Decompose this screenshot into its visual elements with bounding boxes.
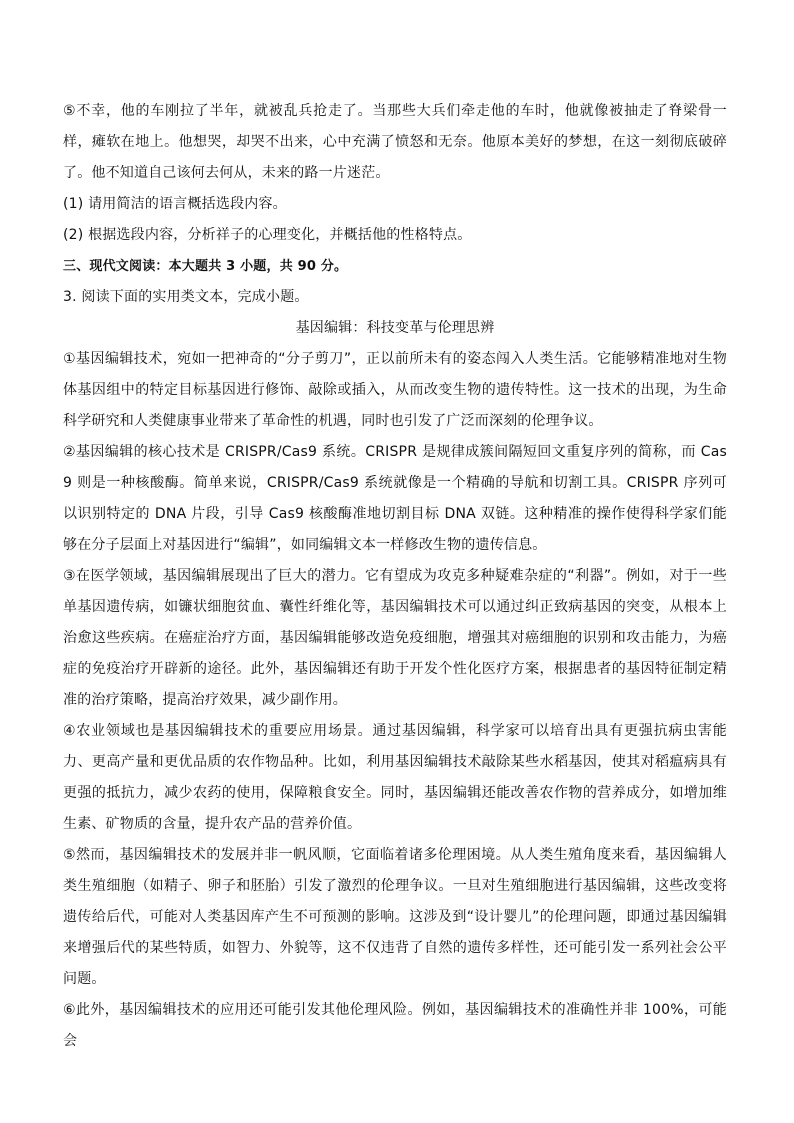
question-2: (2) 根据选段内容，分析祥子的心理变化，并概括他的性格特点。 — [63, 227, 472, 243]
section-heading: 三、现代文阅读：本大题共 3 小题，共 90 分。 — [63, 259, 348, 274]
reading-instruction: 3. 阅读下面的实用类文本，完成小题。 — [63, 289, 309, 305]
article-paragraph-5: ⑤然而，基因编辑技术的发展并非一帆风顺，它面临着诸多伦理困境。从人类生殖角度来看，基因编辑人类生殖细胞（如精子、卵子和胚胎）引发了激烈的伦理争议。一旦对生殖细胞进行基因编辑，这些改变将遗传给后代，可能对人类基因库产生不可预测的影响。这涉及到“设计婴儿”的伦理问题，即通过基因编辑来增强后代的某些特质，如智力、外貌等，这不仅违背了自然的遗传多样性，还可能引发一系列社会公平问题。 — [63, 847, 727, 987]
article-paragraph-3: ③在医学领域，基因编辑展现出了巨大的潜力。它有望成为攻克多种疑难杂症的“利器”。例如，对于一些单基因遗传病，如镰状细胞贫血、囊性纤维化等，基因编辑技术可以通过纠正致病基因的突变，从根本上治愈这些疾病。在癌症治疗方面，基因编辑能够改造免疫细胞，增强其对癌细胞的识别和攻击能力，为癌症的免疫治疗开辟新的途径。此外，基因编辑还有助于开发个性化医疗方案，根据患者的基因特征制定精准的治疗策略，提高治疗效果，减少副作用。 — [63, 568, 727, 708]
article-paragraph-4: ④农业领域也是基因编辑技术的重要应用场景。通过基因编辑，科学家可以培育出具有更强抗病虫害能力、更高产量和更优品质的农作物品种。比如，利用基因编辑技术敲除某些水稻基因，使其对稻瘟病具有更强的抵抗力，减少农药的使用，保障粮食安全。同时，基因编辑还能改善农作物的营养成分，如增加维生素、矿物质的含量，提升农产品的营养价值。 — [63, 723, 727, 832]
article-title: 基因编辑：科技变革与伦理思辨 — [295, 320, 495, 336]
article-paragraph-1: ①基因编辑技术，宛如一把神奇的“分子剪刀”，正以前所未有的姿态闯入人类生活。它能够精准地对生物体基因组中的特定目标基因进行修饰、敲除或插入，从而改变生物的遗传特性。这一技术的出现，为生命科学研究和人类健康事业带来了革命性的机遇，同时也引发了广泛而深刻的伦理争议。 — [63, 351, 727, 429]
article-paragraph-2: ②基因编辑的核心技术是 CRISPR/Cas9 系统。CRISPR 是规律成簇间隔短回文重复序列的简称，而 Cas9 则是一种核酸酶。简单来说，CRISPR/Cas9 系统就像是一个精确的导航和切割工具。CRISPR 序列可以识别特定的 DNA 片段，引导 Cas9 核酸酶准地切割目标 DNA 双链。这种精准的操作使得科学家们能够在分子层面上对基因进行“编辑”，如同编辑文本一样修改生物的遗传信息。 — [63, 444, 727, 553]
question-1: (1) 请用简洁的语言概括选段内容。 — [63, 196, 287, 212]
novel-excerpt-paragraph-5: ⑤不幸，他的车刚拉了半年，就被乱兵抢走了。当那些大兵们牵走他的车时，他就像被抽走了脊梁骨一样，瘫软在地上。他想哭，却哭不出来，心中充满了愤怒和无奈。他原本美好的梦想，在这一刻彻底破碎了。他不知道自己该何去何从，未来的路一片迷茫。 — [63, 103, 727, 181]
document-content — [63, 96, 727, 1057]
article-paragraph-6: ⑥此外，基因编辑技术的应用还可能引发其他伦理风险。例如，基因编辑技术的准确性并非 100%，可能会 — [63, 1002, 727, 1049]
